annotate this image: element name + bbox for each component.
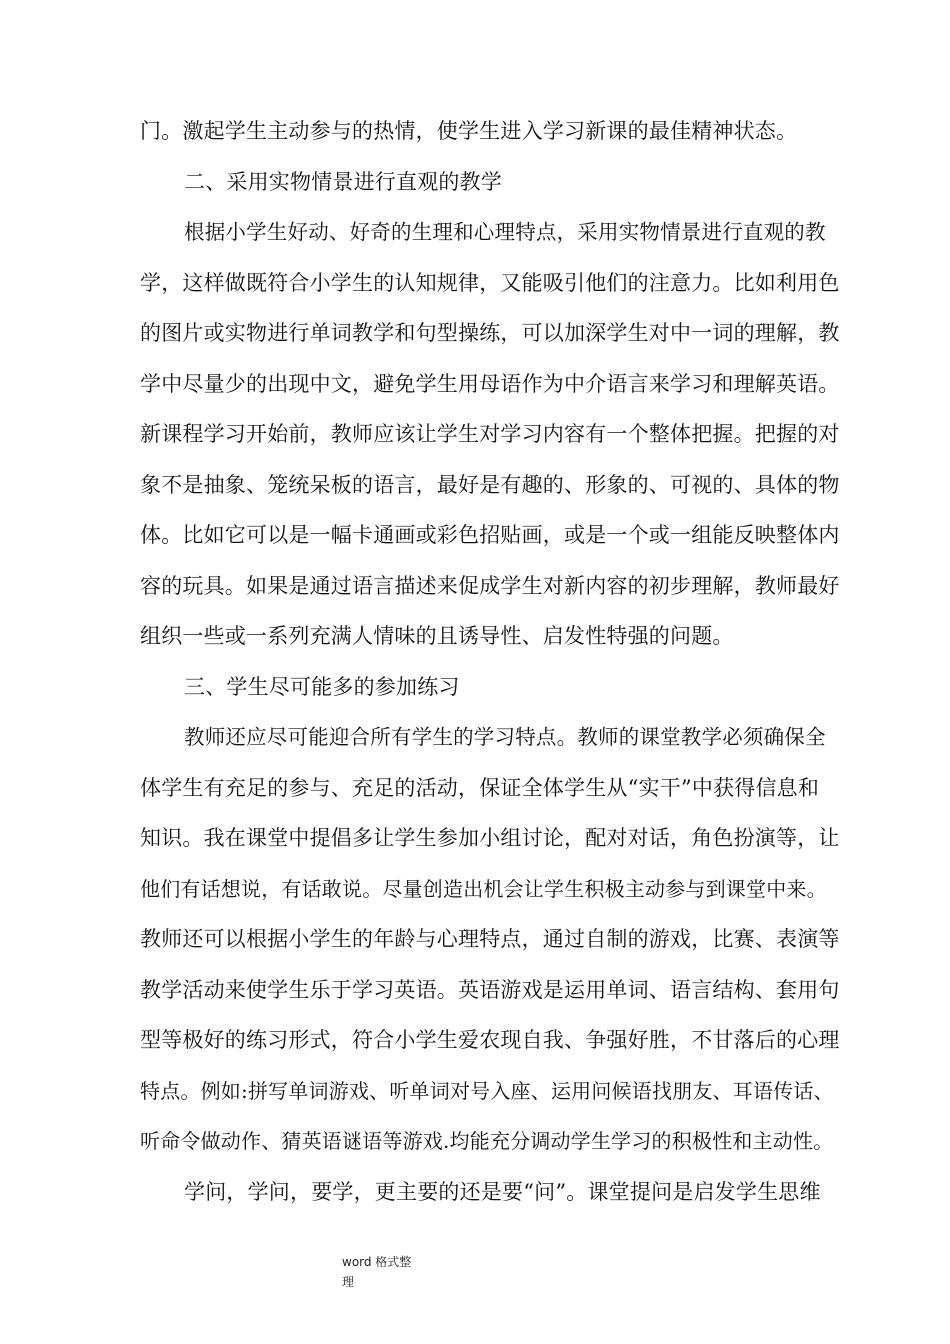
text-line: 听命令做动作、猜英语谜语等游戏.均能充分调动学生学习的积极性和主动性。 [140, 1129, 834, 1153]
text-line: 型等极好的练习形式，符合小学生爱农现自我、争强好胜，不甘落后的心理 [140, 1028, 840, 1052]
text-line: 教师还应尽可能迎合所有学生的学习特点。教师的课堂教学必须确保全 [184, 725, 826, 749]
text-line: 的图片或实物进行单词教学和句型操练，可以加深学生对中一词的理解，教 [140, 321, 840, 345]
text-line: 根据小学生好动、好奇的生理和心理特点，采用实物情景进行直观的教 [184, 220, 826, 244]
text-line: 学中尽量少的出现中文，避免学生用母语作为中介语言来学习和理解英语。 [140, 371, 840, 396]
text-line: 组织一些或一系列充满人情味的且诱导性、启发性特强的问题。 [140, 624, 734, 648]
text-line: 象不是抽象、笼统呆板的语言，最好是有趣的、形象的、可视的、具体的物 [140, 472, 840, 497]
text-line: 体。比如它可以是一幅卡通画或彩色招贴画，或是一个或一组能反映整体内 [140, 523, 840, 547]
text-line: 学问，学问，要学，更主要的还是要“问”。课堂提问是启发学生思维 [184, 1179, 821, 1204]
section-heading: 三、学生尽可能多的参加练习 [184, 674, 460, 699]
text-line: 教师还可以根据小学生的年龄与心理特点，通过自制的游戏，比赛、表演等 [140, 927, 840, 951]
page-footer [342, 1252, 432, 1292]
section-heading: 二、采用实物情景进行直观的教学 [184, 169, 502, 194]
text-line: 他们有话想说，有话敢说。尽量创造出机会让学生积极主动参与到课堂中来。 [140, 876, 827, 901]
text-line: 教学活动来使学生乐于学习英语。英语游戏是运用单词、语言结构、套用句 [140, 977, 840, 1002]
text-line: 特点。例如:拼写单词游戏、听单词对号入座、运用问候语找朋友、耳语传话、 [140, 1078, 834, 1103]
text-line: 新课程学习开始前，教师应该让学生对学习内容有一个整体把握。把握的对 [140, 422, 840, 446]
document-body [140, 114, 840, 1225]
text-line: 容的玩具。如果是通过语言描述来促成学生对新内容的初步理解，教师最好 [140, 573, 840, 598]
text-line: 知识。我在课堂中提倡多让学生参加小组讨论，配对对话，角色扮演等，让 [140, 826, 840, 850]
footer-line: 理 [342, 1275, 355, 1289]
text-line: 体学生有充足的参与、充足的活动，保证全体学生从“实干”中获得信息和 [140, 775, 820, 800]
text-line: 门。激起学生主动参与的热情，使学生进入学习新课的最佳精神状态。 [140, 119, 798, 143]
footer-line: word 格式整 [342, 1255, 412, 1269]
text-line: 学，这样做既符合小学生的认知规律，又能吸引他们的注意力。比如利用色 [140, 270, 840, 295]
